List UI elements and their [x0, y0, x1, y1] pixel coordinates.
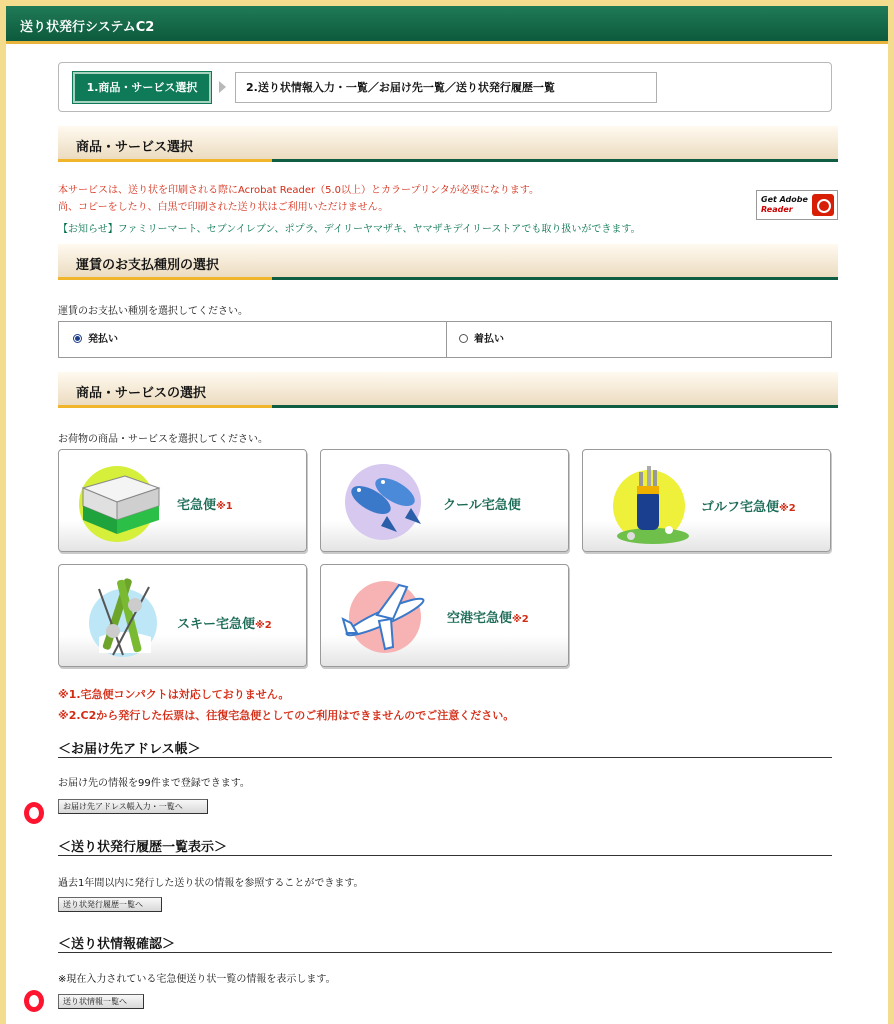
- address-book-description: お届け先の情報を99件まで登録できます。: [58, 778, 250, 789]
- history-heading: ＜送り状発行履歴一覧表示＞: [58, 836, 832, 856]
- service-card-takkyubin[interactable]: [58, 449, 307, 552]
- service-note: ※2: [779, 503, 796, 514]
- service-name: 宅急便: [177, 498, 217, 513]
- service-card-label: [443, 494, 521, 513]
- main-content: [6, 44, 888, 1024]
- step-1-tab[interactable]: 1.商品・サービス選択: [73, 72, 211, 103]
- service-note: ※2: [512, 614, 529, 625]
- section-divider: [58, 159, 838, 162]
- info-stores: 【お知らせ】ファミリーマート、セブンイレブン、ポプラ、デイリーヤマザキ、ヤマザキデイリーストアでも取り扱いができます。: [58, 224, 641, 235]
- service-name: クール宅急便: [443, 498, 521, 513]
- section-heading-payment: 運賃のお支払種別の選択: [58, 244, 838, 280]
- get-adobe-reader-button[interactable]: [756, 190, 838, 220]
- ski-icon: [79, 571, 169, 661]
- column-divider: [446, 322, 447, 357]
- payment-option-collect[interactable]: [459, 322, 504, 357]
- service-card-label: [447, 607, 529, 626]
- step-navigation: [58, 62, 832, 112]
- adobe-reader-label: Reader: [761, 205, 793, 214]
- service-name: スキー宅急便: [177, 617, 256, 632]
- payment-option-label: 着払い: [474, 334, 504, 345]
- history-description: 過去1年間以内に発行した送り状の情報を参照することができます。: [58, 878, 364, 889]
- golf-bag-icon: [603, 456, 693, 546]
- fish-icon: [337, 460, 433, 544]
- address-book-button[interactable]: お届け先アドレス帳入力・一覧へ: [58, 799, 208, 814]
- step-2-tab[interactable]: 2.送り状情報入力・一覧／お届け先一覧／送り状発行履歴一覧: [235, 72, 657, 103]
- section-heading-product: 商品・サービス選択: [58, 126, 838, 162]
- service-card-cool[interactable]: [320, 449, 569, 552]
- notice-acrobat: 本サービスは、送り状を印刷される際にAcrobat Reader（5.0以上）とカラープリンタが必要になります。: [58, 185, 539, 196]
- notice-copy: 尚、コピーをしたり、白黒で印刷された送り状はご利用いただけません。: [58, 202, 389, 213]
- window-title-bar: [6, 6, 888, 44]
- footnote-2: ※2.C2から発行した伝票は、往復宅急便としてのご利用はできませんのでご注意ください。: [58, 709, 515, 722]
- service-card-label: [177, 613, 272, 632]
- service-card-airport[interactable]: [320, 564, 569, 667]
- adobe-get-label: Get Adobe: [761, 195, 808, 204]
- radio-selected-icon[interactable]: [73, 334, 82, 343]
- section-divider: [58, 277, 838, 280]
- service-card-golf[interactable]: [582, 449, 831, 552]
- confirm-button[interactable]: 送り状情報一覧へ: [58, 994, 144, 1009]
- payment-options: [58, 321, 832, 358]
- service-name: 空港宅急便: [447, 611, 513, 626]
- service-card-label: [701, 496, 796, 515]
- annotation-circle: [24, 802, 44, 824]
- section-divider: [58, 405, 838, 408]
- address-book-heading: ＜お届け先アドレス帳＞: [58, 738, 832, 758]
- service-name: ゴルフ宅急便: [701, 500, 780, 515]
- payment-option-prepaid[interactable]: [73, 322, 118, 357]
- footnote-1: ※1.宅急便コンパクトは対応しておりません。: [58, 688, 290, 701]
- box-icon: [73, 458, 165, 544]
- service-card-label: [177, 494, 233, 513]
- confirm-description: ※現在入力されている宅急便送り状一覧の情報を表示します。: [58, 974, 336, 985]
- payment-option-label: 発払い: [88, 334, 118, 345]
- section-heading-services: 商品・サービスの選択: [58, 372, 838, 408]
- step-arrow-icon: [219, 81, 226, 93]
- services-instruction: お荷物の商品・サービスを選択してください。: [58, 434, 268, 445]
- service-card-ski[interactable]: [58, 564, 307, 667]
- adobe-logo-icon: [812, 194, 834, 216]
- confirm-heading: ＜送り状情報確認＞: [58, 933, 832, 953]
- service-note: ※2: [255, 620, 272, 631]
- annotation-circle: [24, 990, 44, 1012]
- service-note: ※1: [216, 501, 233, 512]
- history-button[interactable]: 送り状発行履歴一覧へ: [58, 897, 162, 912]
- airplane-icon: [335, 575, 435, 659]
- payment-instruction: 運賃のお支払い種別を選択してください。: [58, 306, 248, 317]
- radio-unselected-icon[interactable]: [459, 334, 468, 343]
- window-title: 送り状発行システムC2: [20, 20, 155, 35]
